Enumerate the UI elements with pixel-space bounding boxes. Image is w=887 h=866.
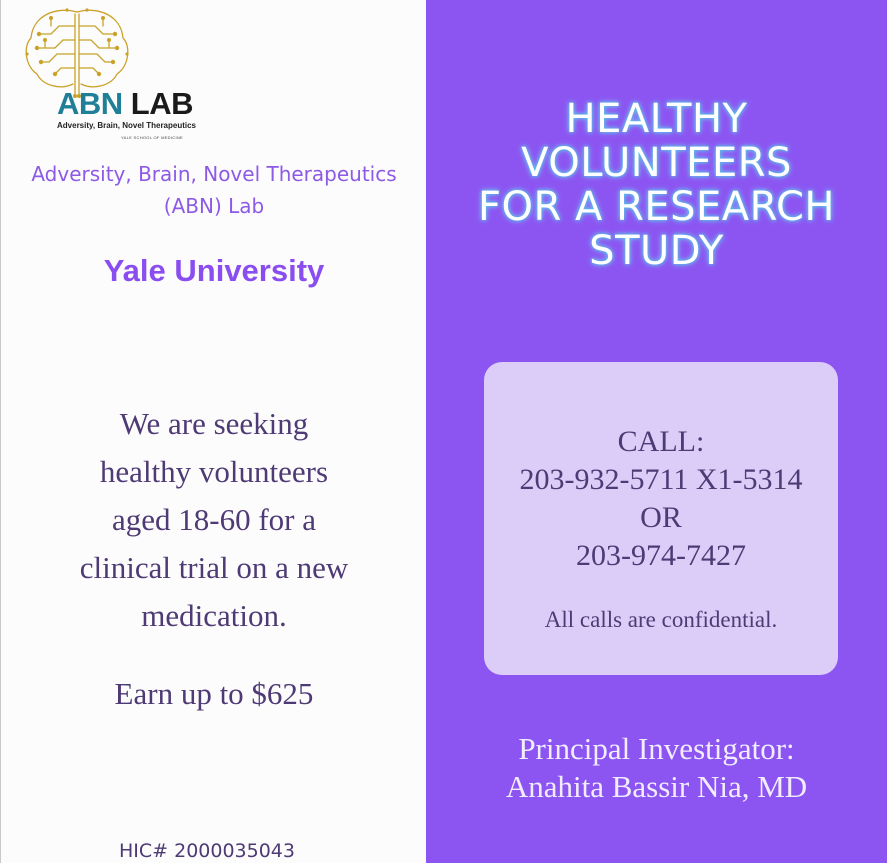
recruitment-line: aged 18-60 for a (112, 502, 316, 537)
or-label: OR (640, 501, 682, 534)
university-name: Yale University (103, 253, 325, 288)
logo-abn: ABN (57, 86, 123, 121)
phone-number-1[interactable]: 203-932-5711 X1-5314 (519, 463, 803, 496)
pi-label: Principal Investigator: (518, 731, 795, 766)
call-box (484, 362, 838, 675)
headline (426, 97, 887, 273)
call-label: CALL: (617, 425, 705, 458)
compensation-text: Earn up to $625 (114, 676, 314, 711)
recruitment-text (41, 400, 387, 640)
logo-school: YALE SCHOOL OF MEDICINE (121, 135, 184, 140)
lab-name-line1: Adversity, Brain, Novel Therapeutics (31, 162, 397, 186)
phone-number-2[interactable]: 203-974-7427 (576, 539, 746, 572)
abn-lab-logo-text (57, 86, 193, 122)
recruitment-line: medication. (141, 598, 287, 633)
confidential-note: All calls are confidential. (544, 607, 778, 632)
lab-name (1, 158, 427, 222)
left-panel (0, 0, 426, 863)
headline-line: HEALTHY (565, 96, 748, 142)
recruitment-line: healthy volunteers (99, 454, 329, 489)
headline-line: VOLUNTEERS (521, 140, 792, 186)
lab-name-line2: (ABN) Lab (163, 194, 265, 218)
principal-investigator (426, 730, 887, 806)
headline-line: STUDY (589, 228, 724, 274)
right-panel (426, 0, 887, 863)
recruitment-line: We are seeking (119, 406, 309, 441)
logo-tagline: Adversity, Brain, Novel Therapeutics (57, 121, 197, 130)
hic-number: HIC# 2000035043 (118, 840, 295, 862)
recruitment-line: clinical trial on a new (79, 550, 349, 585)
logo-lab: LAB (130, 86, 194, 121)
headline-line: FOR A RESEARCH (478, 184, 835, 230)
pi-name: Anahita Bassir Nia, MD (505, 769, 808, 804)
